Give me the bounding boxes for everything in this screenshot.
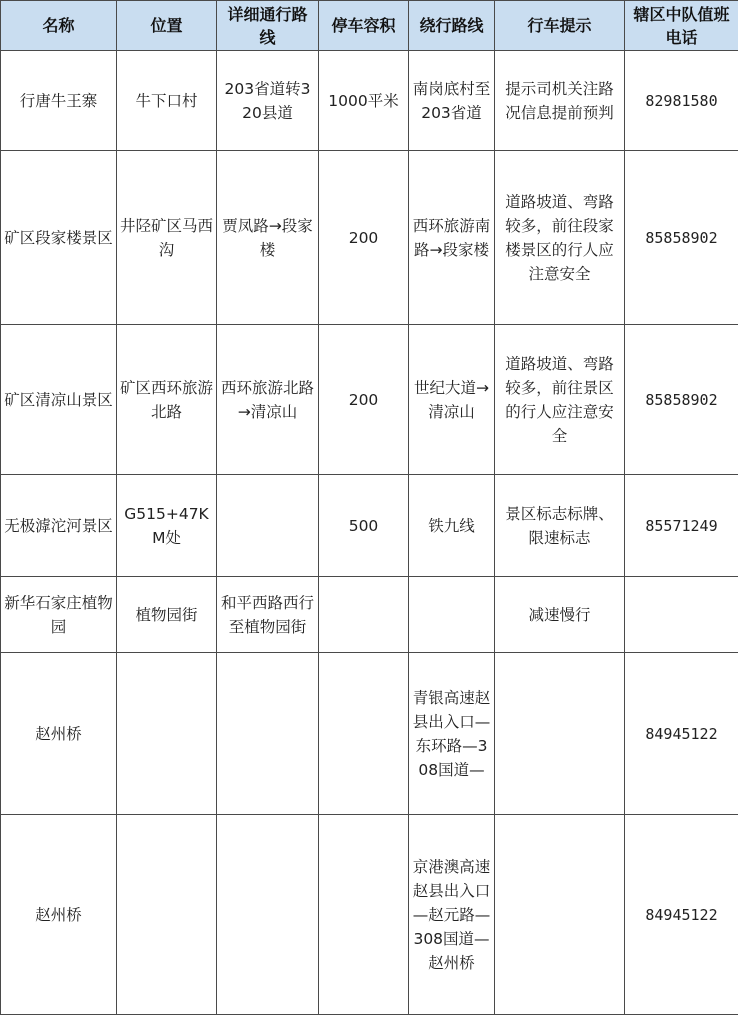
table-row — [1, 653, 738, 815]
cell-phone: 85858902 — [625, 325, 738, 475]
table-row — [1, 475, 738, 577]
cell-phone: 84945122 — [625, 815, 738, 1015]
cell-detour: 南岗底村至203省道 — [409, 51, 495, 151]
cell-detour: 京港澳高速赵县出入口—赵元路—308国道—赵州桥 — [409, 815, 495, 1015]
cell-tips: 道路坡道、弯路较多，前往景区的行人应注意安全 — [495, 325, 625, 475]
header-parking: 停车容积 — [319, 1, 409, 51]
cell-parking — [319, 577, 409, 653]
cell-tips — [495, 815, 625, 1015]
table-row — [1, 815, 738, 1015]
cell-parking: 1000平米 — [319, 51, 409, 151]
cell-phone: 85571249 — [625, 475, 738, 577]
cell-location — [117, 653, 217, 815]
header-row — [1, 1, 738, 51]
cell-route: 203省道转320县道 — [217, 51, 319, 151]
cell-phone: 82981580 — [625, 51, 738, 151]
cell-detour: 铁九线 — [409, 475, 495, 577]
cell-route: 和平西路西行至植物园街 — [217, 577, 319, 653]
cell-location: 矿区西环旅游北路 — [117, 325, 217, 475]
cell-name: 矿区清凉山景区 — [1, 325, 117, 475]
cell-parking — [319, 815, 409, 1015]
cell-parking — [319, 653, 409, 815]
table-row — [1, 151, 738, 325]
cell-route: 贾凤路→段家楼 — [217, 151, 319, 325]
cell-name: 赵州桥 — [1, 653, 117, 815]
cell-parking: 500 — [319, 475, 409, 577]
cell-route — [217, 653, 319, 815]
cell-location: 牛下口村 — [117, 51, 217, 151]
cell-name: 新华石家庄植物园 — [1, 577, 117, 653]
cell-location: 井陉矿区马西沟 — [117, 151, 217, 325]
cell-tips: 景区标志标牌、限速标志 — [495, 475, 625, 577]
table-row — [1, 577, 738, 653]
cell-tips: 减速慢行 — [495, 577, 625, 653]
header-route: 详细通行路线 — [217, 1, 319, 51]
cell-parking: 200 — [319, 325, 409, 475]
header-tips: 行车提示 — [495, 1, 625, 51]
table-row — [1, 51, 738, 151]
cell-route — [217, 815, 319, 1015]
table-row — [1, 325, 738, 475]
cell-name: 无极滹沱河景区 — [1, 475, 117, 577]
cell-name: 行唐牛王寨 — [1, 51, 117, 151]
cell-location — [117, 815, 217, 1015]
cell-location: G515+47KM处 — [117, 475, 217, 577]
cell-detour — [409, 577, 495, 653]
cell-phone: 84945122 — [625, 653, 738, 815]
cell-location: 植物园街 — [117, 577, 217, 653]
header-location: 位置 — [117, 1, 217, 51]
cell-phone — [625, 577, 738, 653]
header-name: 名称 — [1, 1, 117, 51]
cell-tips — [495, 653, 625, 815]
cell-name: 赵州桥 — [1, 815, 117, 1015]
cell-detour: 世纪大道→清凉山 — [409, 325, 495, 475]
cell-tips: 提示司机关注路况信息提前预判 — [495, 51, 625, 151]
header-phone: 辖区中队值班电话 — [625, 1, 738, 51]
cell-name: 矿区段家楼景区 — [1, 151, 117, 325]
cell-route: 西环旅游北路→清凉山 — [217, 325, 319, 475]
cell-parking: 200 — [319, 151, 409, 325]
cell-phone: 85858902 — [625, 151, 738, 325]
header-detour: 绕行路线 — [409, 1, 495, 51]
cell-tips: 道路坡道、弯路较多，前往段家楼景区的行人应注意安全 — [495, 151, 625, 325]
cell-detour: 青银高速赵县出入口—东环路—308国道— — [409, 653, 495, 815]
cell-route — [217, 475, 319, 577]
cell-detour: 西环旅游南路→段家楼 — [409, 151, 495, 325]
